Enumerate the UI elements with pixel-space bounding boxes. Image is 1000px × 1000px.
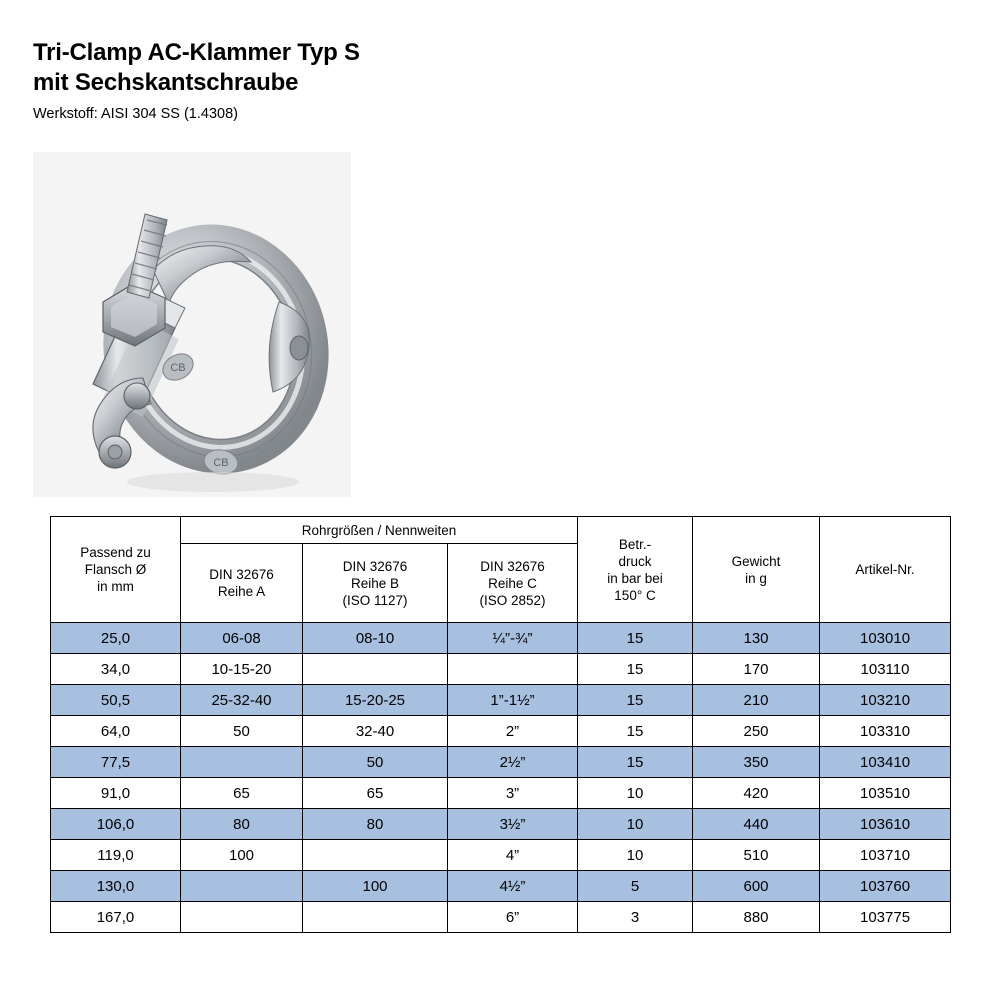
table-row: [51, 778, 951, 809]
cell-article-number: 103760: [820, 871, 951, 902]
header-flange-line3: in mm: [97, 579, 134, 594]
cell-flange-diameter: 50,5: [51, 685, 181, 716]
cell-din-reihe-c: 4½”: [448, 871, 578, 902]
header-pressure-line2: druck: [618, 553, 652, 569]
header-reihe-b-line2: Reihe B: [350, 575, 400, 591]
specification-table-wrapper: [50, 516, 950, 933]
table-row: [51, 747, 951, 778]
cell-pressure: 15: [578, 654, 693, 685]
cell-weight: 350: [693, 747, 820, 778]
cell-din-reihe-b: 15-20-25: [303, 685, 448, 716]
cell-din-reihe-b: 08-10: [303, 623, 448, 654]
cell-din-reihe-a: [181, 747, 303, 778]
cell-pressure: 15: [578, 716, 693, 747]
cell-weight: 170: [693, 654, 820, 685]
header-din-reihe-a: [181, 544, 303, 623]
cell-flange-diameter: 64,0: [51, 716, 181, 747]
cell-flange-diameter: 106,0: [51, 809, 181, 840]
cell-article-number: 103510: [820, 778, 951, 809]
cell-din-reihe-c: 1”-1½”: [448, 685, 578, 716]
cell-din-reihe-c: 6”: [448, 902, 578, 933]
cell-weight: 510: [693, 840, 820, 871]
cell-article-number: 103710: [820, 840, 951, 871]
cell-pressure: 10: [578, 809, 693, 840]
header-din-reihe-b: [303, 544, 448, 623]
cell-flange-diameter: 77,5: [51, 747, 181, 778]
header-operating-pressure: [578, 517, 693, 623]
cell-din-reihe-a: 80: [181, 809, 303, 840]
cell-din-reihe-a: 100: [181, 840, 303, 871]
product-photo: [33, 152, 351, 497]
cell-weight: 600: [693, 871, 820, 902]
header-din-reihe-c: [448, 544, 578, 623]
header-pressure-line3: in bar bei: [607, 570, 663, 586]
cell-article-number: 103110: [820, 654, 951, 685]
cell-din-reihe-a: 50: [181, 716, 303, 747]
cell-flange-diameter: 25,0: [51, 623, 181, 654]
header-article-number: Artikel-Nr.: [820, 517, 951, 623]
cell-din-reihe-c: 4”: [448, 840, 578, 871]
header-pressure-line1: Betr.-: [618, 536, 652, 552]
table-row: [51, 840, 951, 871]
cell-pressure: 10: [578, 840, 693, 871]
header-reihe-a-line1: DIN 32676: [209, 567, 274, 582]
table-row: [51, 902, 951, 933]
clamp-illustration: [33, 152, 351, 497]
cell-din-reihe-c: 3”: [448, 778, 578, 809]
header-flange-diameter: [51, 517, 181, 623]
header-flange-line2: Flansch Ø: [84, 562, 147, 577]
page-title-line-2: mit Sechskantschraube: [33, 69, 299, 96]
cell-din-reihe-a: 06-08: [181, 623, 303, 654]
table-row: [51, 654, 951, 685]
table-row: [51, 716, 951, 747]
cell-flange-diameter: 91,0: [51, 778, 181, 809]
cell-weight: 130: [693, 623, 820, 654]
cell-weight: 210: [693, 685, 820, 716]
svg-text:CB: CB: [213, 457, 229, 469]
specification-table: [50, 516, 951, 933]
cell-din-reihe-a: 25-32-40: [181, 685, 303, 716]
cell-article-number: 103410: [820, 747, 951, 778]
cell-flange-diameter: 130,0: [51, 871, 181, 902]
cell-din-reihe-b: [303, 654, 448, 685]
header-reihe-b-line1: DIN 32676: [342, 558, 408, 574]
header-pipe-sizes-group: Rohrgrößen / Nennweiten: [181, 517, 578, 544]
svg-text:CB: CB: [170, 362, 186, 374]
title-block: [33, 38, 733, 124]
cell-pressure: 15: [578, 685, 693, 716]
cell-pressure: 15: [578, 623, 693, 654]
table-body: [51, 623, 951, 933]
cell-article-number: 103610: [820, 809, 951, 840]
table-row: [51, 685, 951, 716]
cell-pressure: 3: [578, 902, 693, 933]
cell-din-reihe-a: 65: [181, 778, 303, 809]
header-flange-line1: Passend zu: [80, 545, 151, 560]
header-pressure-line4: 150° C: [614, 587, 656, 603]
cell-weight: 880: [693, 902, 820, 933]
cell-din-reihe-c: [448, 654, 578, 685]
cell-din-reihe-c: 2½”: [448, 747, 578, 778]
cell-din-reihe-b: 32-40: [303, 716, 448, 747]
cell-flange-diameter: 34,0: [51, 654, 181, 685]
material-spec: Werkstoff: AISI 304 SS (1.4308): [33, 106, 238, 122]
cell-din-reihe-b: 50: [303, 747, 448, 778]
cell-article-number: 103010: [820, 623, 951, 654]
cell-pressure: 15: [578, 747, 693, 778]
cell-din-reihe-b: 100: [303, 871, 448, 902]
table-row: [51, 809, 951, 840]
table-row: [51, 623, 951, 654]
cell-article-number: 103310: [820, 716, 951, 747]
cell-pressure: 5: [578, 871, 693, 902]
cell-flange-diameter: 119,0: [51, 840, 181, 871]
cell-din-reihe-b: 65: [303, 778, 448, 809]
cell-din-reihe-a: [181, 871, 303, 902]
cell-din-reihe-c: ¼”-¾”: [448, 623, 578, 654]
header-reihe-b-line3: (ISO 1127): [342, 592, 408, 608]
cell-weight: 250: [693, 716, 820, 747]
cell-weight: 440: [693, 809, 820, 840]
header-reihe-c-line2: Reihe C: [488, 575, 537, 591]
cell-article-number: 103210: [820, 685, 951, 716]
header-weight-line1: Gewicht: [731, 553, 781, 569]
header-weight-line2: in g: [745, 570, 767, 586]
cell-article-number: 103775: [820, 902, 951, 933]
cell-weight: 420: [693, 778, 820, 809]
cell-din-reihe-c: 3½”: [448, 809, 578, 840]
page-title-line-1: Tri-Clamp AC-Klammer Typ S: [33, 39, 360, 66]
table-header-group-row: [51, 517, 951, 544]
header-reihe-c-line3: (ISO 2852): [479, 592, 546, 608]
cell-din-reihe-a: 10-15-20: [181, 654, 303, 685]
header-weight: [693, 517, 820, 623]
cell-din-reihe-b: [303, 840, 448, 871]
cell-flange-diameter: 167,0: [51, 902, 181, 933]
cell-din-reihe-a: [181, 902, 303, 933]
cell-din-reihe-b: [303, 902, 448, 933]
cell-din-reihe-b: 80: [303, 809, 448, 840]
table-row: [51, 871, 951, 902]
header-reihe-a-line2: Reihe A: [217, 584, 266, 599]
cell-pressure: 10: [578, 778, 693, 809]
cell-din-reihe-c: 2”: [448, 716, 578, 747]
header-reihe-c-line1: DIN 32676: [480, 558, 545, 574]
